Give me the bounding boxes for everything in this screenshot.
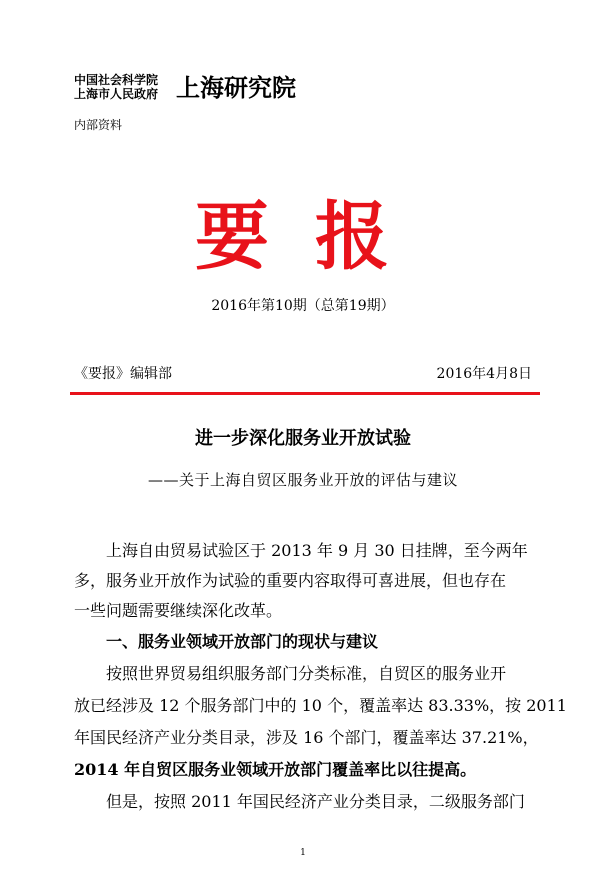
- section-heading: 一、服务业领域开放部门的现状与建议: [106, 632, 379, 651]
- body-line: 一些问题需要继续深化改革。: [74, 601, 283, 620]
- article-title: 进一步深化服务业开放试验: [195, 428, 411, 449]
- body-line-emphasis: 2014 年自贸区服务业领域开放部门覆盖率比以往提高。: [74, 760, 477, 779]
- org-name-shanghai-gov: 上海市人民政府: [74, 87, 159, 101]
- body-line: 上海自由贸易试验区于 2013 年 9 月 30 日挂牌，至今两年: [74, 541, 528, 560]
- body-line: 放已经涉及 12 个服务部门中的 10 个，覆盖率达 83.33%，按 2011: [74, 696, 567, 715]
- issue-number: 2016年第10期（总第19期）: [211, 298, 395, 314]
- body-line: 但是，按照 2011 年国民经济产业分类目录，二级服务部门: [74, 792, 525, 811]
- red-divider: [70, 392, 540, 395]
- page-number: 1: [300, 848, 306, 858]
- editorial-dept: 《要报》编辑部: [74, 366, 172, 382]
- body-line: 年国民经济产业分类目录，涉及 16 个部门，覆盖率达 37.21%，: [74, 728, 539, 747]
- article-subtitle: ——关于上海自贸区服务业开放的评估与建议: [147, 471, 458, 489]
- publication-date: 2016年4月8日: [436, 366, 532, 382]
- body-line: 按照世界贸易组织服务部门分类标准，自贸区的服务业开: [74, 664, 507, 683]
- body-line: 多，服务业开放作为试验的重要内容取得可喜进展，但也存在: [74, 571, 507, 590]
- masthead-title: 要报: [195, 194, 435, 280]
- org-name-cass: 中国社会科学院: [74, 73, 159, 87]
- institute-name: 上海研究院: [176, 73, 296, 102]
- classification-label: 内部资料: [74, 118, 123, 132]
